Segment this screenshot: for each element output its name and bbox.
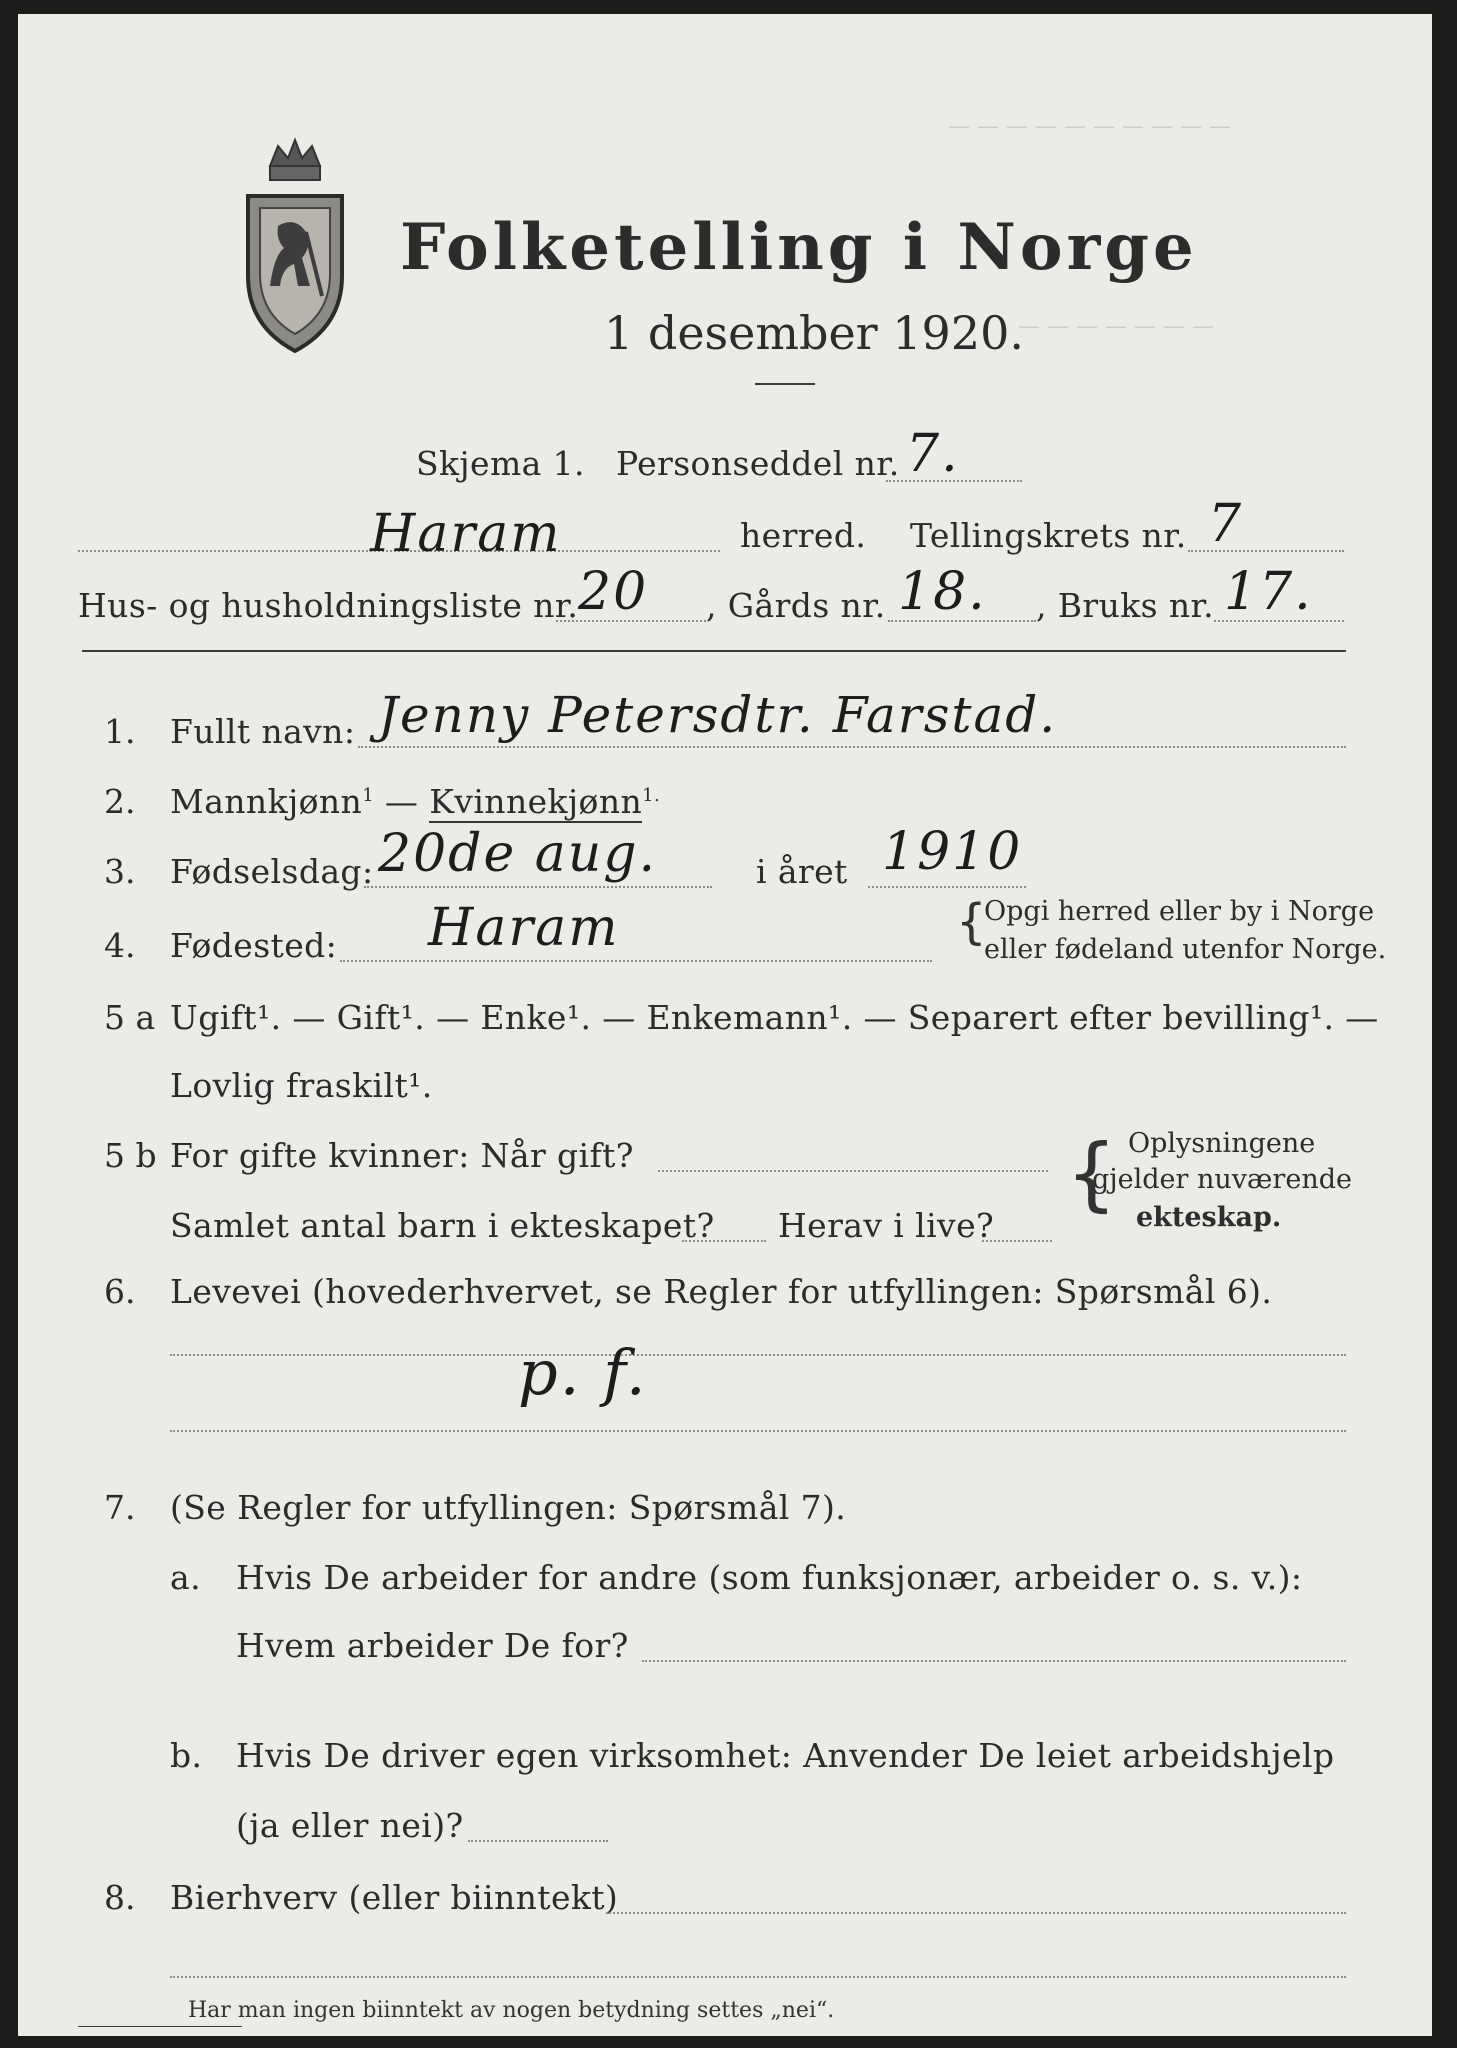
q7a-line1: Hvis De arbeider for andre (som funksjonær, arbeider o. s. v.):: [236, 1558, 1303, 1597]
bruks-value: 17.: [1224, 562, 1313, 622]
q1-label: Fullt navn:: [170, 712, 356, 751]
q7a-letter: a.: [170, 1558, 201, 1597]
q7b-line: [468, 1840, 608, 1842]
q8-line1: [606, 1912, 1346, 1914]
herred-label: herred.: [740, 516, 867, 555]
q6-line1: [170, 1354, 1346, 1356]
bruks-label: , Bruks nr.: [1036, 586, 1214, 625]
q6-line2: [170, 1430, 1346, 1432]
q4-label: Fødested:: [170, 926, 338, 965]
gards-value: 18.: [898, 562, 987, 622]
header-divider: [82, 650, 1346, 652]
q2-options: [170, 782, 660, 821]
q5b-number: 5 b: [104, 1136, 157, 1175]
q2-separator: —: [374, 782, 430, 821]
bleed-through-text: — — — — — — —: [1018, 314, 1214, 339]
q7a-line: [642, 1660, 1346, 1662]
q8-line2: [170, 1976, 1346, 1978]
tellingskrets-label: Tellingskrets nr.: [910, 516, 1187, 555]
title-divider: [755, 383, 815, 385]
q1-number: 1.: [104, 712, 136, 751]
q4-number: 4.: [104, 926, 136, 965]
q5b-alive-line: [982, 1240, 1052, 1242]
q3-value: 20de aug.: [378, 824, 658, 884]
q6-number: 6.: [104, 1272, 136, 1311]
q8-label: Bierhverv (eller biinntekt): [170, 1878, 619, 1917]
q5b-note1: Oplysningene: [1128, 1128, 1316, 1159]
q5b-note2: gjelder nuværende: [1092, 1164, 1352, 1195]
q4-line: [340, 960, 932, 962]
q5b-alive-label: Herav i live?: [778, 1206, 995, 1245]
q7b-letter: b.: [170, 1736, 203, 1775]
q5b-line1: For gifte kvinner: Når gift?: [170, 1136, 634, 1175]
q2-female-selected: Kvinnekjønn: [429, 782, 643, 821]
q4-brace: {: [956, 894, 987, 950]
coat-of-arms-icon: [240, 136, 350, 356]
q3-year-label: i året: [756, 852, 848, 891]
footer-note: Har man ingen biinntekt av nogen betydning settes „nei“.: [188, 1998, 835, 2023]
bleed-through-text: — — — — — — — — — —: [948, 114, 1231, 139]
q8-number: 8.: [104, 1878, 136, 1917]
gards-label: , Gårds nr.: [706, 586, 886, 625]
q5a-number: 5 a: [104, 998, 156, 1037]
q1-value: Jenny Petersdtr. Farstad.: [378, 686, 1058, 744]
form-title: Folketelling i Norge: [400, 210, 1198, 285]
q5b-gift-line: [658, 1170, 1048, 1172]
footnote-rule: [78, 2026, 242, 2027]
q7-label: (Se Regler for utfyllingen: Spørsmål 7).: [170, 1488, 847, 1527]
q3-number: 3.: [104, 852, 136, 891]
q4-value: Haram: [428, 898, 620, 958]
personseddel-value: 7.: [906, 424, 960, 484]
hus-value: 20: [578, 562, 649, 622]
q2-male: Mannkjønn: [170, 782, 363, 821]
q4-note-line2: eller fødeland utenfor Norge.: [984, 934, 1387, 965]
q3-year-value: 1910: [882, 822, 1023, 882]
personseddel-label: Personseddel nr.: [616, 444, 900, 483]
q5a-line2: Lovlig fraskilt¹.: [170, 1066, 433, 1105]
q2-number: 2.: [104, 782, 136, 821]
q5b-note3: ekteskap.: [1136, 1202, 1282, 1233]
q5b-children-label: Samlet antal barn i ekteskapet?: [170, 1206, 715, 1245]
q3-year-line: [868, 886, 1026, 888]
tellingskrets-value: 7: [1208, 494, 1244, 554]
census-date: 1 desember 1920.: [604, 306, 1024, 360]
q4-note-line1: Opgi herred eller by i Norge: [984, 896, 1375, 927]
q2-female-sup: 1.: [642, 785, 661, 806]
q3-label: Fødselsdag:: [170, 852, 374, 891]
census-form: [18, 14, 1432, 2036]
q2-male-sup: 1: [362, 785, 375, 806]
q7b-line1: Hvis De driver egen virksomhet: Anvender De leiet arbeidshjelp: [236, 1736, 1335, 1775]
q1-line: [358, 746, 1346, 748]
q5b-children-line: [682, 1240, 766, 1242]
q7a-line2: Hvem arbeider De for?: [236, 1626, 629, 1665]
q5b-brace: {: [1066, 1127, 1117, 1220]
q7-number: 7.: [104, 1488, 136, 1527]
q6-value: p. f.: [518, 1336, 648, 1409]
q6-label: Levevei (hovederhvervet, se Regler for utfyllingen: Spørsmål 6).: [170, 1272, 1273, 1311]
q5a-line1: Ugift¹. — Gift¹. — Enke¹. — Enkemann¹. — Separert efter bevilling¹. —: [170, 998, 1379, 1037]
herred-value: Haram: [370, 504, 562, 564]
q7b-line2: (ja eller nei)?: [236, 1806, 464, 1845]
q3-line: [364, 886, 712, 888]
schema-label: Skjema 1.: [416, 444, 585, 483]
hus-label: Hus- og husholdningsliste nr.: [78, 586, 579, 625]
